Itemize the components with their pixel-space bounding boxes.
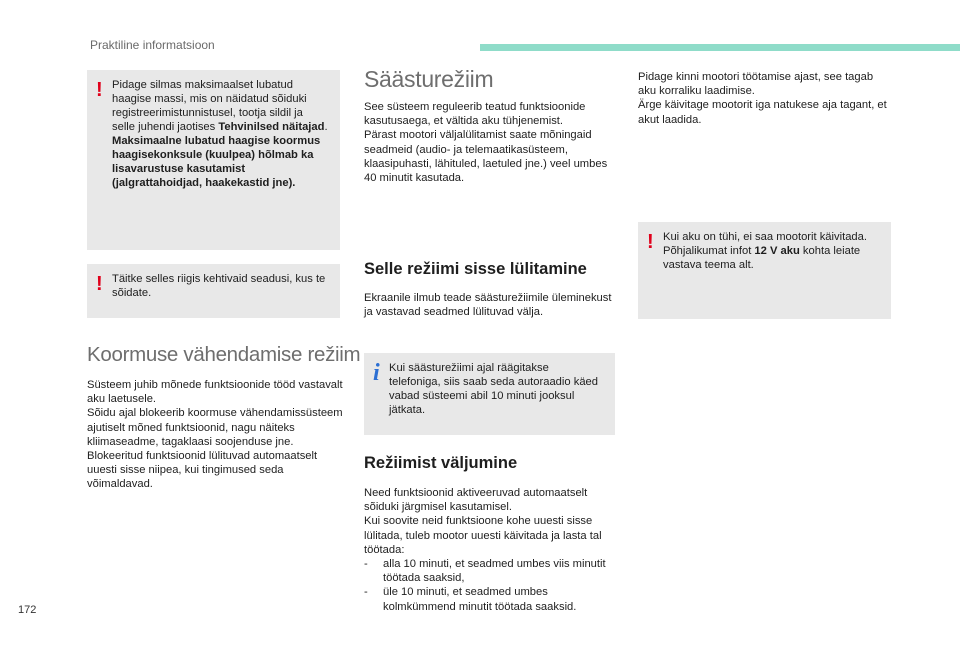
- warning-content: [112, 78, 328, 190]
- switch-on-text: [364, 291, 614, 319]
- economy-mode-title: Säästurežiim: [364, 66, 494, 92]
- warning-box-battery: [638, 222, 891, 319]
- exit-mode-title: Režiimist väljumine: [364, 454, 518, 472]
- exit-conditions-list: [364, 557, 612, 614]
- warning-text: kohta leiate vastava teema alt.: [663, 245, 861, 271]
- section-title: Praktiline informatsioon: [90, 38, 215, 52]
- paragraph: See süsteem reguleerib teatud funktsioonide kasutusaega, et vältida aku tühjenemist.: [364, 101, 586, 128]
- warning-box-trailer-weight: [87, 70, 340, 250]
- list-item: - alla 10 minuti, et seadmed umbes viis minutit töötada saaksid,: [364, 557, 612, 585]
- paragraph: Ekraanile ilmub teade säästurežiimile üleminekust ja vastavad seadmed lülituvad välja.: [364, 292, 612, 319]
- warning-box-local-law: [87, 264, 340, 318]
- warning-text: Pidage silmas maksimaalset lubatud haagise massi, mis on näidatud sõiduki registreerimistunnistusel, tootja sildil ja selle juhendi jaotises: [112, 79, 307, 133]
- paragraph: Need funktsioonid aktiveeruvad automaatselt sõiduki järgmisel kasutamisel.: [364, 487, 588, 514]
- paragraph: Blokeeritud funktsioonid lülituvad automaatselt uuesti sisse niipea, kui tingimused seda võimaldavad.: [87, 450, 318, 491]
- list-item: - üle 10 minuti, et seadmed umbes kolmkümmend minutit töötada saaksid.: [364, 585, 612, 613]
- header-accent-bar: [480, 44, 960, 51]
- engine-runtime-text: [638, 70, 890, 127]
- paragraph: Kui soovite neid funktsioone kohe uuesti sisse lülitada, tuleb mootor uuesti käivitada ja lasta tal töötada:: [364, 515, 602, 556]
- warning-text: Täitke selles riigis kehtivaid seadusi, kus te sõidate.: [112, 273, 326, 299]
- info-text: Kui säästurežiimi ajal räägitakse telefoniga, siis saab seda autoraadio käed vabad süsteemi abil 10 minuti jooksul jätkata.: [389, 362, 598, 416]
- page-number: 172: [18, 604, 37, 616]
- paragraph: Ärge käivitage mootorit iga natukese aja tagant, et akut laadida.: [638, 99, 887, 126]
- paragraph: Pidage kinni mootori töötamise ajast, see tagab aku korraliku laadimise.: [638, 71, 874, 98]
- info-content: [389, 361, 603, 417]
- exclamation-icon: !: [96, 79, 103, 101]
- exclamation-icon: !: [647, 231, 654, 253]
- section-reference: 12 V aku: [754, 245, 800, 257]
- paragraph: Sõidu ajal blokeerib koormuse vähendamissüsteem ajutiselt mõned funktsioonid, nagu näiteks kliimaseadme, tagaklaasi soojenduse jne.: [87, 407, 343, 448]
- warning-bold-text: Maksimaalne lubatud haagise koormus haagisekonksule (kuulpea) hõlmab ka lisavarustuse kasutamist (jalgrattahoidjad, haakekastid jne).: [112, 135, 321, 189]
- exit-mode-text: [364, 486, 612, 614]
- exclamation-icon: !: [96, 273, 103, 295]
- warning-text: Kui aku on tühi, ei saa mootorit käivitada. Põhjalikumat infot: [663, 231, 867, 257]
- warning-content: [663, 230, 879, 272]
- paragraph: Süsteem juhib mõnede funktsioonide tööd vastavalt aku laetusele.: [87, 379, 343, 406]
- info-icon: i: [373, 360, 380, 386]
- economy-mode-text: [364, 100, 614, 185]
- punctuation: .: [324, 121, 328, 133]
- switch-on-title: Selle režiimi sisse lülitamine: [364, 260, 587, 278]
- info-box-phone: [364, 353, 615, 435]
- load-shedding-text: [87, 378, 345, 492]
- section-reference: Tehvinilsed näitajad: [218, 121, 325, 133]
- load-shedding-title: Koormuse vähendamise režiim: [87, 343, 361, 366]
- paragraph: Pärast mootori väljalülitamist saate mõningaid seadmeid (audio- ja telemaatikasüsteem, klaasipuhasti, lähituled, laetuled jne.) veel umbes 40 minutit kasutada.: [364, 129, 608, 185]
- warning-content: [112, 272, 328, 300]
